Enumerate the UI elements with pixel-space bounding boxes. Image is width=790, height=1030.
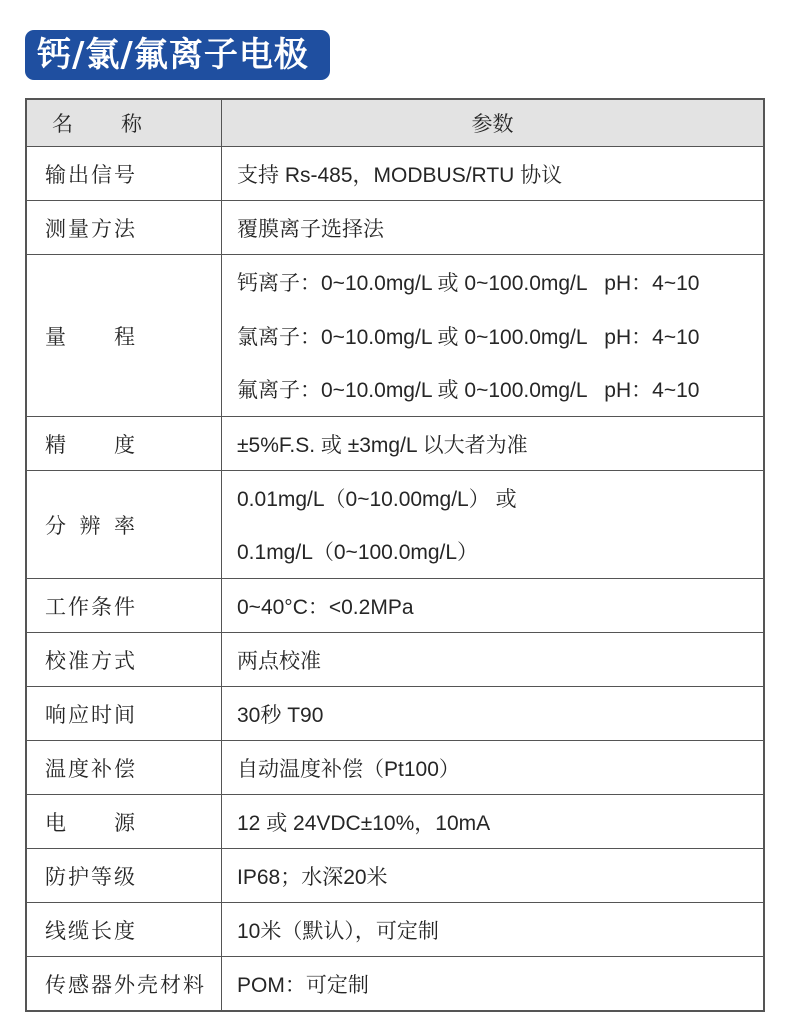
spec-value-cell xyxy=(222,687,763,740)
spec-label: 线缆长度 xyxy=(45,919,135,943)
spec-label-cell xyxy=(27,849,222,902)
spec-label-cell xyxy=(27,903,222,956)
spec-value: 12 或 24VDC±10%，10mA xyxy=(237,811,491,835)
spec-row-calibration xyxy=(27,632,763,686)
spec-label: 响应时间 xyxy=(45,703,135,727)
spec-value-chloride-range: 氯离子：0~10.0mg/L 或 0~100.0mg/L pH：4~10 xyxy=(237,325,700,349)
spec-label-cell xyxy=(27,417,222,470)
spec-label-cell xyxy=(27,687,222,740)
spec-value-cell xyxy=(222,633,763,686)
spec-label-cell xyxy=(27,147,222,200)
table-header-row xyxy=(27,100,763,146)
spec-value: 30秒 T90 xyxy=(237,703,324,727)
spec-label: 测量方法 xyxy=(45,217,135,241)
spec-row-cable-length xyxy=(27,902,763,956)
spec-value: 10米（默认），可定制 xyxy=(237,919,439,943)
spec-value: 支持 Rs-485，MODBUS/RTU 协议 xyxy=(237,163,563,187)
spec-label-cell xyxy=(27,633,222,686)
spec-value-cell xyxy=(222,417,763,470)
page-title xyxy=(25,30,330,80)
spec-value-cell xyxy=(222,147,763,200)
spec-value: 覆膜离子选择法 xyxy=(237,217,384,241)
spec-value-cell xyxy=(222,579,763,632)
spec-table xyxy=(25,98,765,1012)
header-value-label: 参数 xyxy=(471,113,514,136)
page-title-text: 钙/氯/氟离子电极 xyxy=(37,35,309,75)
header-value-cell xyxy=(222,100,763,146)
spec-row-accuracy xyxy=(27,416,763,470)
spec-label-cell xyxy=(27,579,222,632)
spec-value-cell xyxy=(222,795,763,848)
spec-row-temperature-compensation xyxy=(27,740,763,794)
header-name-cell xyxy=(27,100,222,146)
spec-value-cell xyxy=(222,957,763,1010)
spec-row-power xyxy=(27,794,763,848)
spec-label-cell xyxy=(27,957,222,1010)
spec-row-measure-method xyxy=(27,200,763,254)
spec-label: 电源 xyxy=(45,811,135,835)
spec-value: 0~40°C：<0.2MPa xyxy=(237,595,414,619)
spec-label: 温度补偿 xyxy=(45,757,135,781)
spec-value-fluoride-range: 氟离子：0~10.0mg/L 或 0~100.0mg/L pH：4~10 xyxy=(237,379,700,403)
header-name-label: 名称 xyxy=(52,113,142,136)
spec-value: 0.1mg/L（0~100.0mg/L） xyxy=(237,541,479,565)
spec-label-cell xyxy=(27,201,222,254)
spec-value-calcium-range: 钙离子：0~10.0mg/L 或 0~100.0mg/L pH：4~10 xyxy=(237,271,700,295)
spec-value-cell xyxy=(222,741,763,794)
spec-value-cell xyxy=(222,201,763,254)
spec-row-response-time xyxy=(27,686,763,740)
spec-value: 自动温度补偿（Pt100） xyxy=(237,757,460,781)
spec-value: ±5%F.S. 或 ±3mg/L 以大者为准 xyxy=(237,433,528,457)
spec-label: 精度 xyxy=(45,433,135,457)
spec-value: IP68；水深20米 xyxy=(237,865,388,889)
spec-label-cell xyxy=(27,471,222,578)
spec-value: 两点校准 xyxy=(237,649,321,673)
spec-label: 传感器外壳材料 xyxy=(45,973,206,997)
spec-value-cell xyxy=(222,471,763,578)
spec-row-output-signal xyxy=(27,146,763,200)
spec-value-cell xyxy=(222,849,763,902)
spec-value-cell xyxy=(222,903,763,956)
spec-label: 分辨率 xyxy=(45,514,135,538)
spec-value: POM：可定制 xyxy=(237,973,369,997)
spec-label: 防护等级 xyxy=(45,865,135,889)
spec-label-cell xyxy=(27,741,222,794)
spec-label: 输出信号 xyxy=(45,163,135,187)
spec-row-range xyxy=(27,254,763,416)
spec-value: 0.01mg/L（0~10.00mg/L） 或 xyxy=(237,487,517,511)
spec-label: 工作条件 xyxy=(45,595,135,619)
spec-value-cell xyxy=(222,255,763,416)
spec-row-working-conditions xyxy=(27,578,763,632)
spec-row-housing-material xyxy=(27,956,763,1010)
spec-row-resolution xyxy=(27,470,763,578)
spec-label: 校准方式 xyxy=(45,649,135,673)
spec-label-cell xyxy=(27,795,222,848)
spec-label: 量程 xyxy=(45,325,135,349)
spec-label-cell xyxy=(27,255,222,416)
spec-row-protection-level xyxy=(27,848,763,902)
